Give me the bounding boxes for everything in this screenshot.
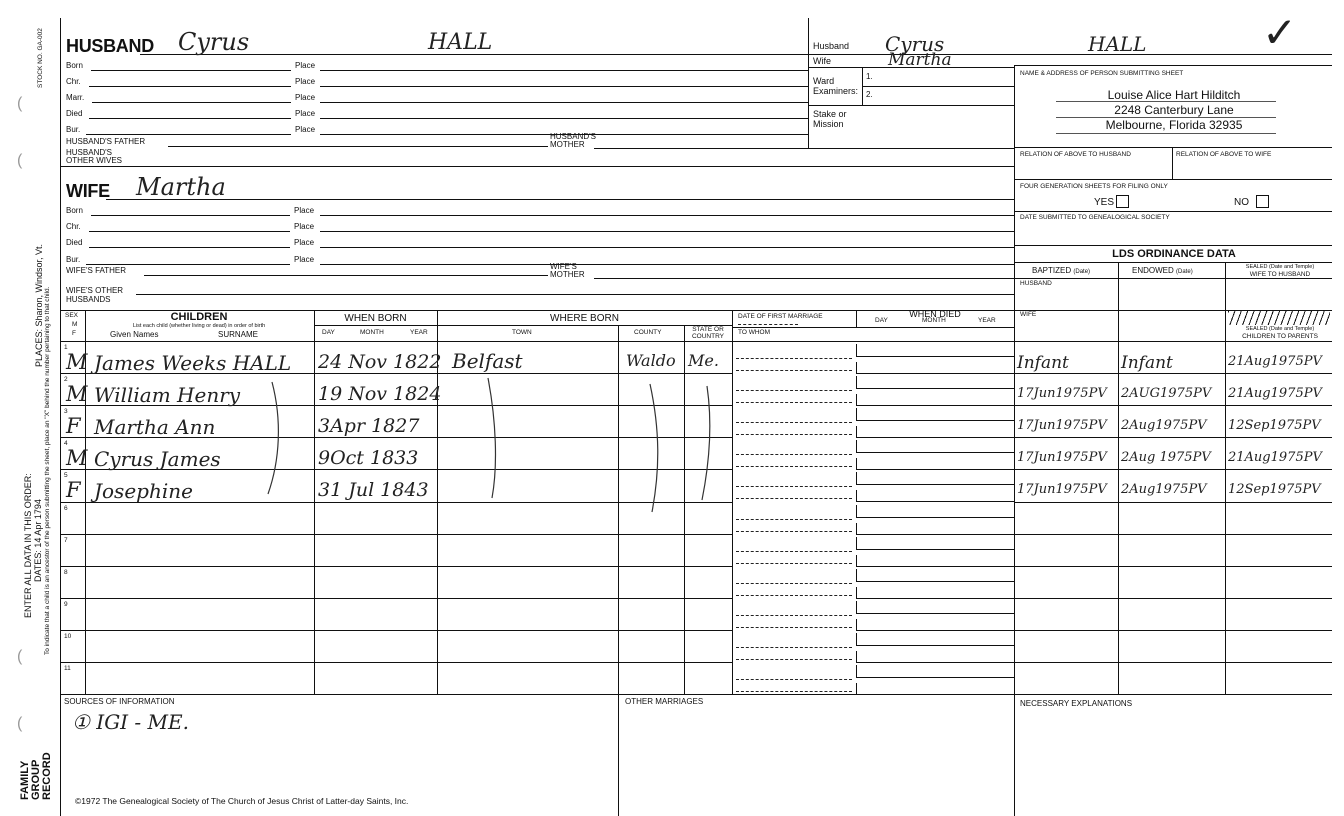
when-died-label: WHEN DIED [909, 309, 961, 319]
no-label: NO [1234, 197, 1249, 208]
child-number: 11 [64, 665, 71, 672]
header-wife-label: Wife [813, 56, 831, 66]
child-name: James Weeks HALL [94, 351, 292, 375]
child-birth-date: 19 Nov 1824 [318, 383, 442, 406]
lds-husband-label: HUSBAND [1020, 280, 1052, 287]
date-submitted-label: DATE SUBMITTED TO GENEALOGICAL SOCIETY [1020, 214, 1170, 221]
surname-label: SURNAME [218, 330, 259, 339]
child-birth-county: Waldo [626, 351, 676, 370]
punch-hole-mark: ( [17, 95, 23, 112]
children-note: List each child (whether living or dead) in order of birth [132, 323, 266, 329]
to-whom-label: TO WHOM [738, 329, 771, 336]
died-day-label: DAY [875, 317, 888, 324]
punch-hole-mark: ( [17, 152, 23, 169]
child-endowed: 2AUG1975PV [1121, 386, 1212, 402]
child-endowed: 2Aug 1975PV [1121, 450, 1211, 466]
child-sealed: 21Aug1975PV [1228, 386, 1322, 402]
child-number: 6 [64, 504, 68, 512]
wife-given-name: Martha [136, 173, 226, 201]
children-label: CHILDREN [170, 311, 228, 323]
yes-label: YES [1094, 197, 1115, 208]
when-born-label: WHEN BORN [344, 313, 407, 324]
child-number: 3 [64, 408, 68, 416]
stake-label: Stake or Mission [813, 109, 847, 129]
month-label: MONTH [360, 329, 384, 336]
place-label: Place [295, 77, 316, 86]
stock-number: STOCK NO. GA-002 [37, 28, 44, 88]
wife-heading: WIFE [66, 181, 110, 201]
examiner-2: 2. [866, 90, 873, 99]
husband-marr-label: Marr. [66, 93, 85, 102]
wife-bur-label: Bur. [66, 255, 81, 264]
copyright: ©1972 The Genealogical Society of The Church of Jesus Christ of Latter-day Saints, Inc. [75, 796, 409, 806]
husband-died-label: Died [66, 109, 83, 118]
child-baptized: 17Jun1975PV [1017, 386, 1107, 402]
child-sealed: 12Sep1975PV [1228, 482, 1321, 498]
child-name: William Henry [94, 383, 241, 408]
sources-value: ① IGI - ME. [72, 710, 189, 734]
child-birth-date: 31 Jul 1843 [318, 479, 429, 502]
state-label: STATE OR COUNTRY [691, 326, 725, 340]
header-wife-given: Martha [888, 50, 952, 70]
child-number: 1 [64, 344, 68, 351]
ward-label: Ward [813, 76, 835, 86]
child-name: Martha Ann [94, 415, 216, 440]
sealed-wife-label: SEALED (Date and Temple) WIFE TO HUSBAND [1245, 264, 1315, 278]
husband-given-name: Cyrus [178, 28, 250, 56]
relation-wife-label: RELATION OF ABOVE TO WIFE [1176, 151, 1272, 158]
wife-born-label: Born [66, 206, 83, 215]
place-label: Place [294, 255, 315, 264]
header-husband-label: Husband [813, 41, 850, 51]
relation-husband-label: RELATION OF ABOVE TO HUSBAND [1020, 151, 1131, 158]
child-name: Josephine [94, 479, 193, 504]
child-endowed: 2Aug1975PV [1121, 482, 1207, 498]
place-label: Place [294, 206, 315, 215]
place-label: Place [295, 109, 316, 118]
submitter-city: Melbourne, Florida 32935 [1105, 118, 1243, 132]
died-year-label: YEAR [978, 317, 996, 324]
child-baptized: 17Jun1975PV [1017, 482, 1107, 498]
husband-bur-label: Bur. [66, 125, 81, 134]
husband-born-label: Born [66, 61, 83, 70]
husband-mother-label: HUSBAND'S MOTHER [550, 132, 596, 149]
other-marriages-label: OTHER MARRIAGES [625, 697, 704, 706]
baptized-label: BAPTIZED (Date) [1032, 266, 1091, 275]
child-sex: M [66, 350, 88, 374]
form-title: FAMILY GROUP RECORD [19, 752, 53, 800]
child-endowed: Infant [1121, 353, 1173, 373]
child-sex: F [66, 478, 81, 503]
husband-heading: HUSBAND [66, 36, 154, 56]
sources-label: SOURCES OF INFORMATION [64, 697, 175, 706]
husband-surname: HALL [428, 30, 493, 55]
child-birth-town: Belfast [452, 349, 523, 373]
dates-instruction: DATES: 14 Apr 1794 [33, 499, 43, 582]
sex-label: SEX [65, 312, 79, 319]
year-label: YEAR [410, 329, 428, 336]
child-birth-date: 3Apr 1827 [318, 415, 420, 438]
explanations-label: NECESSARY EXPLANATIONS [1020, 699, 1133, 708]
sex-m-label: M [72, 321, 78, 328]
child-sealed: 21Aug1975PV [1228, 450, 1322, 466]
child-number: 4 [64, 440, 68, 448]
wife-other-husbands-label: WIFE'S OTHER HUSBANDS [66, 286, 124, 304]
child-number: 2 [64, 376, 68, 384]
child-number: 7 [64, 536, 68, 544]
child-baptized: 17Jun1975PV [1017, 450, 1107, 466]
child-baptized: 17Jun1975PV [1017, 418, 1107, 434]
ancestor-instruction: To indicate that a child is an ancestor of the person submitting the sheet, place an "X" behind the number pertaining to that child. [44, 286, 51, 655]
place-label: Place [294, 222, 315, 231]
child-birth-date: 24 Nov 1822 [318, 351, 442, 373]
child-sex: F [66, 414, 81, 439]
day-label: DAY [322, 329, 335, 336]
endowed-label: ENDOWED (Date) [1132, 266, 1193, 275]
column-line [618, 694, 619, 816]
child-name: Cyrus James [94, 447, 221, 472]
sealed-children-label: SEALED (Date and Temple) CHILDREN TO PARENTS [1242, 326, 1318, 340]
first-marriage-label: DATE OF FIRST MARRIAGE [738, 313, 823, 320]
died-month-label: MONTH [922, 317, 946, 324]
child-sealed: 21Aug1975PV [1228, 354, 1322, 369]
husband-father-label: HUSBAND'S FATHER [66, 137, 146, 146]
places-instruction: PLACES: Sharon, Windsor, Vt. [34, 243, 44, 367]
county-label: COUNTY [634, 329, 662, 336]
wife-died-label: Died [66, 238, 83, 247]
where-born-label: WHERE BORN [550, 313, 619, 324]
child-sealed: 12Sep1975PV [1228, 418, 1321, 434]
submitter-street: 2248 Canterbury Lane [1114, 103, 1234, 117]
child-number: 9 [64, 600, 68, 608]
place-label: Place [295, 61, 316, 70]
child-birth-date: 9Oct 1833 [318, 447, 419, 470]
husband-chr-label: Chr. [66, 77, 81, 86]
section-divider [60, 694, 1332, 695]
enter-data-instruction: ENTER ALL DATA IN THIS ORDER: [23, 473, 33, 618]
lds-wife-label: WIFE [1020, 311, 1037, 318]
lds-title: LDS ORDINANCE DATA [1112, 248, 1236, 260]
child-number: 8 [64, 568, 68, 576]
wife-father-label: WIFE'S FATHER [66, 266, 127, 275]
examiners-label: Examiners: [813, 86, 859, 96]
child-number: 5 [64, 472, 68, 480]
place-label: Place [295, 93, 316, 102]
place-label: Place [294, 238, 315, 247]
sex-f-label: F [72, 330, 76, 337]
child-sex: M [66, 382, 88, 407]
wife-chr-label: Chr. [66, 222, 81, 231]
child-sex: M [66, 446, 88, 471]
place-label: Place [295, 125, 316, 134]
child-endowed: 2Aug1975PV [1121, 418, 1207, 434]
submitter-name: Louise Alice Hart Hilditch [1107, 88, 1241, 102]
wife-mother-label: WIFE'S MOTHER [550, 262, 585, 279]
check-mark: ✓ [1262, 8, 1298, 57]
child-birth-state: Me. [688, 351, 719, 370]
husband-other-wives-label: HUSBAND'S OTHER WIVES [66, 148, 123, 165]
child-number: 10 [64, 632, 72, 640]
punch-hole-mark: ( [17, 648, 23, 665]
examiner-1: 1. [866, 72, 873, 81]
header-husband-given: Cyrus [885, 32, 945, 56]
header-husband-surname: HALL [1088, 32, 1147, 56]
punch-hole-mark: ( [17, 715, 23, 732]
four-gen-label: FOUR GENERATION SHEETS FOR FILING ONLY [1020, 183, 1168, 190]
town-label: TOWN [512, 329, 532, 336]
submitter-label: NAME & ADDRESS OF PERSON SUBMITTING SHEET [1020, 70, 1184, 77]
child-baptized: Infant [1017, 353, 1069, 373]
given-names-label: Given Names [110, 330, 159, 339]
